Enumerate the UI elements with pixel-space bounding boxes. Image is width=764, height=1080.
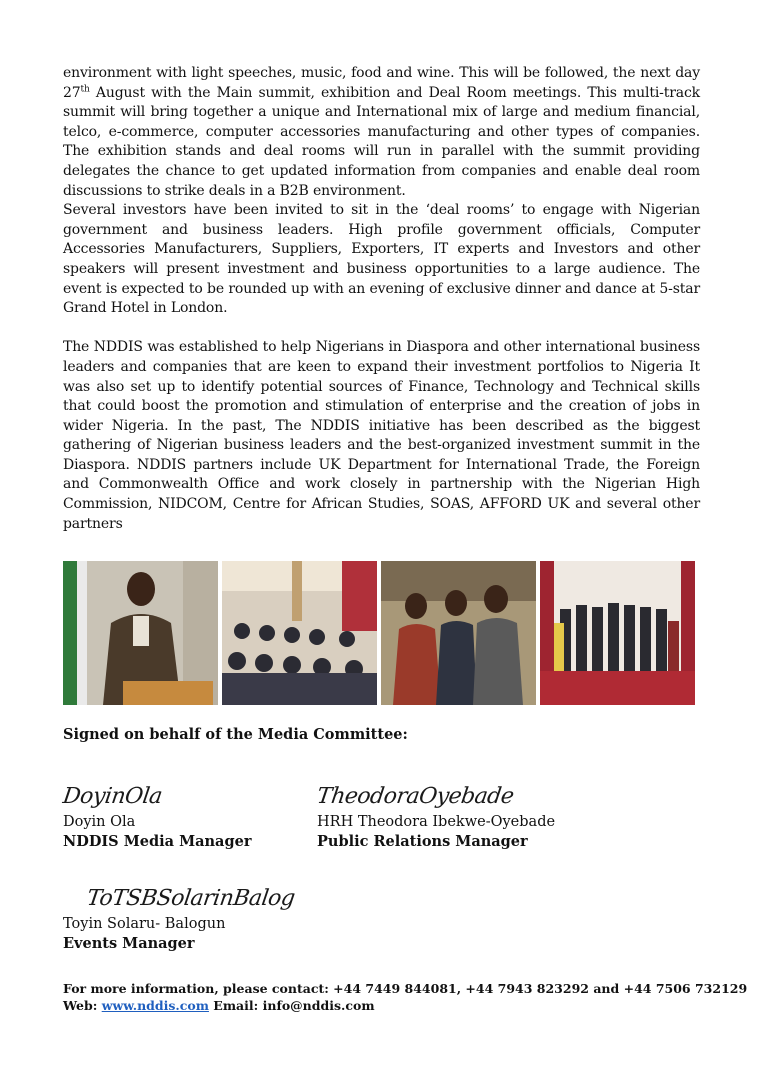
paragraph-investors: Several investors have been invited to sit in the ‘deal rooms’ to engage with Nigerian government and business leaders. High profile government officials, Computer Accessories Manufacturers, Suppliers, Exporters, IT experts and Investors and other speakers will present investment and business opportunities to a large audience. The event is expected to be rounded up with an evening of exclusive dinner and dance at 5-star Grand Hotel in London. (63, 202, 700, 317)
signature-2: TheodoraOyebade (315, 784, 516, 809)
web-label: Web: (63, 998, 102, 1013)
photo-audience (222, 561, 377, 705)
signatory-2-name: HRH Theodora Ibekwe-Oyebade (317, 814, 556, 830)
document-body (63, 64, 700, 534)
signatory-1-role: NDDIS Media Manager (63, 833, 252, 850)
photo-guests (381, 561, 536, 705)
signatory-3 (63, 884, 297, 954)
photo-group (540, 561, 695, 705)
signatory-2 (317, 782, 555, 852)
website-link[interactable]: www.nddis.com (101, 998, 209, 1013)
signatory-3-name: Toyin Solaru- Balogun (63, 916, 226, 932)
signature-3: ToTSBSolarinBalog (85, 886, 297, 911)
contact-phones: For more information, please contact: +44 7449 844081, +44 7943 823292 and +44 7506 732129 (63, 981, 748, 996)
signatory-3-role: Events Manager (63, 935, 195, 952)
photo-strip (63, 561, 695, 705)
signatory-1 (63, 782, 251, 852)
signatory-1-name: Doyin Ola (63, 814, 136, 830)
signed-heading: Signed on behalf of the Media Committee: (63, 726, 408, 743)
signatory-2-role: Public Relations Manager (317, 833, 528, 850)
contact-web-email (63, 997, 747, 1014)
photo-speaker (63, 561, 218, 705)
ordinal-suffix: th (80, 83, 90, 94)
paragraph-summit (63, 64, 700, 201)
paragraph-summit-text-a: environment with light speeches, music, food and wine. This will be followed, the next day 27 (63, 65, 700, 101)
paragraph-summit-text-b: August with the Main summit, exhibition and Deal Room meetings. This multi-track summit will bring together a unique and International mix of large and medium financial, telco, e-commerce, computer accessories manufacturing and other types of companies. The exhibition stands and deal rooms will run in parallel with the summit providing delegates the chance to get updated information from companies and enable deal room discussions to strike deals in a B2B environment. (63, 84, 700, 199)
email-text: Email: info@nddis.com (208, 998, 375, 1013)
signature-1: DoyinOla (61, 784, 164, 809)
paragraph-nddis: The NDDIS was established to help Nigerians in Diaspora and other international business leaders and companies that are keen to expand their investment portfolios to Nigeria It was also set up to identify potential sources of Finance, Technology and Technical skills that could boost the promotion and stimulation of enterprise and the creation of jobs in wider Nigeria. In the past, The NDDIS initiative has been described as the biggest gathering of Nigerian business leaders and the best-organized investment summit in the Diaspora. NDDIS partners include UK Department for International Trade, the Foreign and Commonwealth Office and work closely in partnership with the Nigerian High Commission, NIDCOM, Centre for African Studies, SOAS, AFFORD UK and several other partners (63, 339, 700, 532)
contact-footer (63, 980, 747, 1014)
